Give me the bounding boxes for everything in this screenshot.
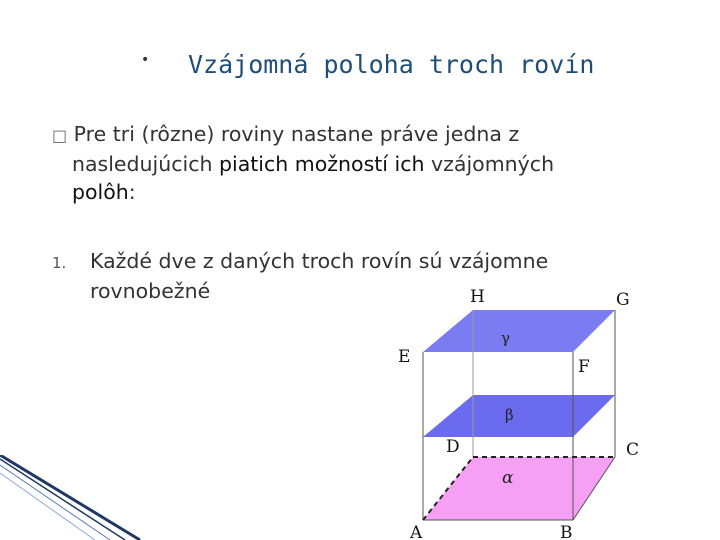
plane-alpha [423, 457, 615, 520]
intro-highlight-1: piatich možností ich [219, 152, 425, 176]
vertex-label-f: F [578, 357, 590, 377]
parallel-planes-figure [380, 280, 650, 540]
vertex-label-g: G [616, 290, 630, 310]
slide-title: Vzájomná poloha troch rovín [188, 50, 595, 79]
plane-beta [423, 395, 615, 437]
intro-text-3: vzájomných [431, 152, 555, 176]
vertex-label-a: A [410, 523, 423, 540]
intro-text-1: Pre tri (rôzne) roviny nastane práve jedna z [73, 122, 520, 146]
plane-label-gamma: γ [501, 329, 510, 347]
plane-label-beta: β [505, 406, 514, 424]
vertex-label-h: H [470, 287, 485, 307]
vertex-label-b: B [560, 523, 573, 540]
intro-paragraph [52, 120, 642, 206]
vertex-label-c: C [626, 440, 640, 460]
plane-label-alpha: α [502, 468, 514, 488]
square-bullet-icon: □ [52, 126, 68, 145]
intro-text-2: nasledujúcich [72, 152, 213, 176]
vertex-label-e: E [398, 347, 411, 367]
intro-highlight-2: polôh [72, 180, 129, 204]
plane-gamma [423, 310, 615, 352]
title-bullet: • [141, 52, 150, 68]
decorative-lines [0, 455, 400, 540]
intro-text-4: : [128, 180, 136, 204]
list-number: 1. [52, 254, 67, 272]
vertex-label-d: D [446, 437, 460, 457]
list-item-line-1: Každé dve z daných troch rovín sú vzájomne [90, 249, 549, 273]
list-item-line-2: rovnobežné [90, 279, 211, 303]
